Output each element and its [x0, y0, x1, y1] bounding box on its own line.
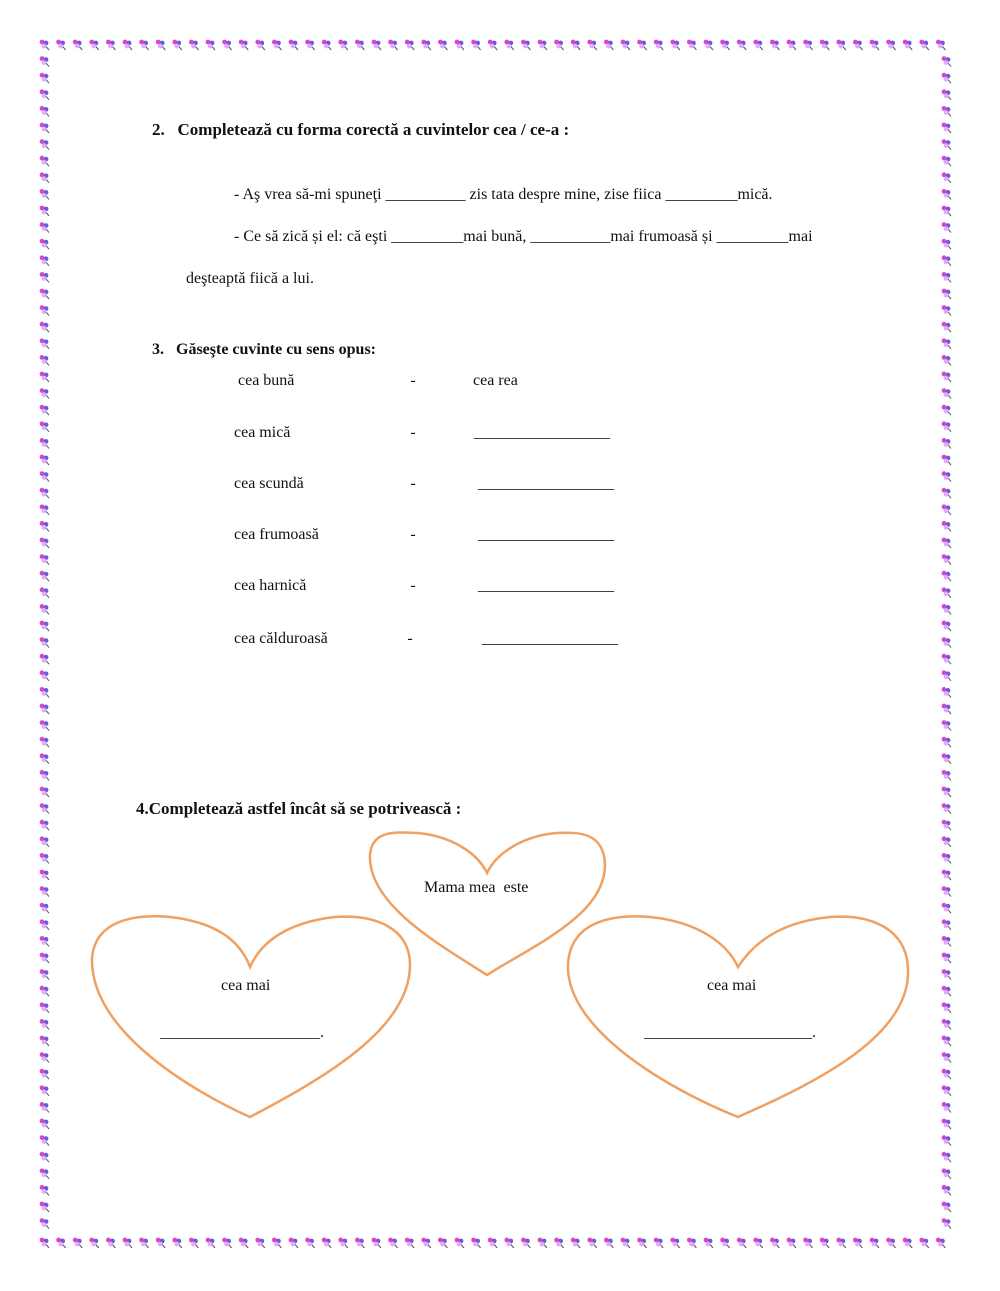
- border-flower-icon: [942, 538, 951, 548]
- border-flower-icon: [942, 1052, 951, 1062]
- border-flower-icon: [40, 1185, 49, 1195]
- border-flower-icon: [40, 1019, 49, 1029]
- border-flower-icon: [853, 40, 862, 50]
- border-flower-icon: [919, 1238, 928, 1248]
- border-flower-icon: [942, 255, 951, 265]
- border-flower-icon: [405, 1238, 414, 1248]
- opposite-dash: -: [410, 372, 416, 389]
- border-flower-icon: [40, 936, 49, 946]
- border-flower-icon: [803, 1238, 812, 1248]
- border-flower-icon: [942, 1168, 951, 1178]
- border-flower-icon: [687, 40, 696, 50]
- border-flower-icon: [942, 1152, 951, 1162]
- border-flower-icon: [886, 1238, 895, 1248]
- border-flower-icon: [239, 1238, 248, 1248]
- border-flower-icon: [942, 206, 951, 216]
- border-flower-icon: [189, 40, 198, 50]
- border-flower-icon: [720, 1238, 729, 1248]
- border-flower-icon: [942, 687, 951, 697]
- border-flower-icon: [40, 272, 49, 282]
- border-flower-icon: [40, 604, 49, 614]
- border-flower-icon: [488, 1238, 497, 1248]
- border-flower-icon: [40, 753, 49, 763]
- border-flower-icon: [455, 1238, 464, 1248]
- border-flower-icon: [123, 1238, 132, 1248]
- border-flower-icon: [40, 637, 49, 647]
- border-flower-icon: [222, 1238, 231, 1248]
- border-flower-icon: [942, 753, 951, 763]
- border-flower-icon: [372, 1238, 381, 1248]
- border-flower-icon: [942, 305, 951, 315]
- border-flower-icon: [504, 1238, 513, 1248]
- border-flower-icon: [604, 40, 613, 50]
- exercise-3-heading: 3. Găseşte cuvinte cu sens opus:: [152, 341, 377, 358]
- border-flower-icon: [521, 1238, 530, 1248]
- border-flower-icon: [942, 1036, 951, 1046]
- border-flower-icon: [942, 936, 951, 946]
- border-flower-icon: [40, 554, 49, 564]
- border-flower-icon: [405, 40, 414, 50]
- border-flower-icon: [942, 123, 951, 133]
- opposite-answer-blank[interactable]: _________________: [478, 526, 614, 543]
- border-flower-icon: [870, 1238, 879, 1248]
- border-flower-icon: [40, 1085, 49, 1095]
- border-flower-icon: [40, 654, 49, 664]
- border-flower-icon: [40, 1102, 49, 1112]
- border-flower-icon: [40, 787, 49, 797]
- border-flower-icon: [942, 388, 951, 398]
- border-flower-icon: [737, 1238, 746, 1248]
- border-flower-icon: [753, 1238, 762, 1248]
- opposite-dash: -: [410, 424, 416, 441]
- border-flower-icon: [753, 40, 762, 50]
- border-flower-icon: [40, 886, 49, 896]
- opposite-left-word: cea frumoasă: [234, 526, 319, 543]
- border-flower-icon: [40, 1168, 49, 1178]
- border-flower-icon: [89, 40, 98, 50]
- border-flower-icon: [40, 1036, 49, 1046]
- border-flower-icon: [554, 40, 563, 50]
- border-flower-icon: [571, 1238, 580, 1248]
- border-flower-icon: [123, 40, 132, 50]
- border-flower-icon: [942, 1085, 951, 1095]
- border-flower-icon: [554, 1238, 563, 1248]
- border-flower-icon: [40, 571, 49, 581]
- border-flower-icon: [604, 1238, 613, 1248]
- border-flower-icon: [870, 40, 879, 50]
- border-flower-icon: [40, 820, 49, 830]
- opposite-answer-blank[interactable]: _________________: [474, 424, 610, 441]
- border-flower-icon: [239, 40, 248, 50]
- border-flower-icon: [338, 40, 347, 50]
- border-flower-icon: [942, 222, 951, 232]
- border-flower-icon: [942, 953, 951, 963]
- border-flower-icon: [40, 156, 49, 166]
- border-flower-icon: [40, 521, 49, 531]
- border-flower-icon: [305, 1238, 314, 1248]
- border-flower-icon: [206, 40, 215, 50]
- border-flower-icon: [687, 1238, 696, 1248]
- border-flower-icon: [942, 903, 951, 913]
- border-flower-icon: [172, 1238, 181, 1248]
- left-heart-text: cea mai: [221, 977, 271, 994]
- opposite-left-word: cea călduroasă: [234, 630, 328, 647]
- border-flower-icon: [942, 637, 951, 647]
- border-flower-icon: [587, 1238, 596, 1248]
- border-flower-icon: [40, 388, 49, 398]
- border-flower-icon: [40, 1002, 49, 1012]
- opposite-dash: -: [410, 577, 416, 594]
- border-flower-icon: [40, 106, 49, 116]
- border-flower-icon: [189, 1238, 198, 1248]
- border-flower-icon: [40, 89, 49, 99]
- border-flower-icon: [40, 969, 49, 979]
- border-flower-icon: [942, 106, 951, 116]
- border-flower-icon: [903, 1238, 912, 1248]
- border-flower-icon: [942, 372, 951, 382]
- border-flower-icon: [289, 40, 298, 50]
- border-flower-icon: [156, 40, 165, 50]
- border-flower-icon: [621, 1238, 630, 1248]
- border-flower-icon: [322, 40, 331, 50]
- exercise-2-line-2: - Ce să zică și el: că eşti _________mai bună, __________mai frumoasă și _________mai: [234, 228, 813, 245]
- border-flower-icon: [942, 521, 951, 531]
- border-flower-icon: [40, 803, 49, 813]
- border-flower-icon: [40, 355, 49, 365]
- border-flower-icon: [106, 1238, 115, 1248]
- border-flower-icon: [942, 322, 951, 332]
- exercise-2-line-1: - Aş vrea să-mi spuneţi __________ zis tata despre mine, zise fiica _________mică.: [234, 186, 773, 203]
- border-flower-icon: [886, 40, 895, 50]
- border-flower-icon: [836, 1238, 845, 1248]
- border-flower-icon: [40, 770, 49, 780]
- border-flower-icon: [73, 40, 82, 50]
- border-flower-icon: [471, 1238, 480, 1248]
- border-flower-icon: [106, 40, 115, 50]
- border-flower-icon: [942, 438, 951, 448]
- border-flower-icon: [521, 40, 530, 50]
- border-flower-icon: [770, 40, 779, 50]
- border-flower-icon: [504, 40, 513, 50]
- border-flower-icon: [421, 1238, 430, 1248]
- border-flower-icon: [40, 73, 49, 83]
- border-flower-icon: [372, 40, 381, 50]
- border-flower-icon: [942, 355, 951, 365]
- opposite-left-word: cea mică: [234, 424, 291, 441]
- border-flower-icon: [139, 1238, 148, 1248]
- border-flower-icon: [942, 820, 951, 830]
- border-flower-icon: [637, 40, 646, 50]
- border-flower-icon: [942, 587, 951, 597]
- border-flower-icon: [942, 272, 951, 282]
- border-flower-icon: [936, 1238, 945, 1248]
- border-flower-icon: [322, 1238, 331, 1248]
- border-flower-icon: [942, 455, 951, 465]
- border-flower-icon: [936, 40, 945, 50]
- border-flower-icon: [942, 1185, 951, 1195]
- border-flower-icon: [40, 1218, 49, 1228]
- border-flower-icon: [272, 1238, 281, 1248]
- border-flower-icon: [942, 1102, 951, 1112]
- border-flower-icon: [40, 289, 49, 299]
- border-flower-icon: [40, 372, 49, 382]
- border-flower-icon: [942, 836, 951, 846]
- opposite-left-word: cea bună: [238, 372, 295, 389]
- border-flower-icon: [942, 289, 951, 299]
- border-flower-icon: [40, 1069, 49, 1079]
- border-flower-icon: [942, 704, 951, 714]
- border-flower-icon: [89, 1238, 98, 1248]
- left-heart-blank[interactable]: ____________________.: [160, 1024, 324, 1041]
- border-flower-icon: [942, 621, 951, 631]
- border-flower-icon: [942, 56, 951, 66]
- border-flower-icon: [670, 40, 679, 50]
- border-flower-icon: [942, 803, 951, 813]
- border-flower-icon: [942, 89, 951, 99]
- border-flower-icon: [40, 919, 49, 929]
- border-flower-icon: [538, 1238, 547, 1248]
- border-flower-icon: [820, 40, 829, 50]
- border-flower-icon: [56, 1238, 65, 1248]
- border-flower-icon: [942, 156, 951, 166]
- border-flower-icon: [704, 40, 713, 50]
- border-flower-icon: [942, 338, 951, 348]
- border-flower-icon: [272, 40, 281, 50]
- border-flower-icon: [421, 40, 430, 50]
- border-flower-icon: [637, 1238, 646, 1248]
- border-flower-icon: [942, 1135, 951, 1145]
- border-flower-icon: [942, 421, 951, 431]
- border-flower-icon: [40, 836, 49, 846]
- border-flower-icon: [40, 704, 49, 714]
- border-flower-icon: [40, 853, 49, 863]
- border-flower-icon: [40, 139, 49, 149]
- border-flower-icon: [720, 40, 729, 50]
- border-flower-icon: [40, 222, 49, 232]
- border-flower-icon: [40, 322, 49, 332]
- border-flower-icon: [455, 40, 464, 50]
- border-flower-icon: [942, 1069, 951, 1079]
- border-flower-icon: [388, 40, 397, 50]
- border-flower-icon: [305, 40, 314, 50]
- border-flower-icon: [40, 670, 49, 680]
- border-flower-icon: [942, 720, 951, 730]
- border-flower-icon: [40, 986, 49, 996]
- border-flower-icon: [942, 139, 951, 149]
- border-flower-icon: [355, 1238, 364, 1248]
- border-flower-icon: [40, 471, 49, 481]
- border-flower-icon: [471, 40, 480, 50]
- border-flower-icon: [40, 255, 49, 265]
- opposite-dash: -: [407, 630, 413, 647]
- border-flower-icon: [942, 1019, 951, 1029]
- border-flower-icon: [587, 40, 596, 50]
- border-flower-icon: [40, 903, 49, 913]
- border-flower-icon: [942, 1119, 951, 1129]
- border-flower-icon: [942, 571, 951, 581]
- border-flower-icon: [40, 421, 49, 431]
- border-flower-icon: [40, 438, 49, 448]
- opposite-dash: -: [410, 475, 416, 492]
- border-flower-icon: [172, 40, 181, 50]
- border-flower-icon: [787, 1238, 796, 1248]
- border-flower-icon: [40, 737, 49, 747]
- border-flower-icon: [942, 504, 951, 514]
- border-flower-icon: [40, 587, 49, 597]
- border-flower-icon: [40, 1152, 49, 1162]
- border-flower-icon: [654, 40, 663, 50]
- border-flower-icon: [942, 1218, 951, 1228]
- opposite-answer: cea rea: [473, 372, 518, 389]
- border-flower-icon: [40, 123, 49, 133]
- border-flower-icon: [40, 338, 49, 348]
- opposite-answer-blank[interactable]: _________________: [478, 577, 614, 594]
- border-flower-icon: [942, 554, 951, 564]
- exercise-2-line-3: deşteaptă fiică a lui.: [186, 270, 314, 287]
- border-flower-icon: [853, 1238, 862, 1248]
- border-flower-icon: [222, 40, 231, 50]
- border-flower-icon: [942, 870, 951, 880]
- border-flower-icon: [40, 1202, 49, 1212]
- border-flower-icon: [40, 953, 49, 963]
- border-flower-icon: [438, 1238, 447, 1248]
- border-flower-icon: [255, 1238, 264, 1248]
- border-flower-icon: [803, 40, 812, 50]
- border-flower-icon: [40, 189, 49, 199]
- border-flower-icon: [942, 787, 951, 797]
- border-flower-icon: [40, 455, 49, 465]
- border-flower-icon: [942, 1202, 951, 1212]
- border-flower-icon: [787, 40, 796, 50]
- opposite-left-word: cea scundă: [234, 475, 304, 492]
- border-flower-icon: [40, 1238, 49, 1248]
- border-flower-icon: [40, 538, 49, 548]
- border-flower-icon: [56, 40, 65, 50]
- border-flower-icon: [40, 870, 49, 880]
- border-flower-icon: [40, 56, 49, 66]
- border-flower-icon: [919, 40, 928, 50]
- border-flower-icon: [40, 1052, 49, 1062]
- border-flower-icon: [73, 1238, 82, 1248]
- opposite-left-word: cea harnică: [234, 577, 307, 594]
- exercise-2-heading: 2. Completează cu forma corectă a cuvintelor cea / ce-a :: [152, 120, 570, 139]
- border-flower-icon: [942, 239, 951, 249]
- border-flower-icon: [942, 1002, 951, 1012]
- right-heart-text: cea mai: [707, 977, 757, 994]
- border-flower-icon: [820, 1238, 829, 1248]
- border-flower-icon: [836, 40, 845, 50]
- opposite-answer-blank[interactable]: _________________: [482, 630, 618, 647]
- border-flower-icon: [206, 1238, 215, 1248]
- border-flower-icon: [942, 853, 951, 863]
- border-flower-icon: [40, 405, 49, 415]
- border-flower-icon: [338, 1238, 347, 1248]
- border-flower-icon: [704, 1238, 713, 1248]
- border-flower-icon: [942, 488, 951, 498]
- border-flower-icon: [139, 40, 148, 50]
- border-flower-icon: [903, 40, 912, 50]
- border-flower-icon: [40, 488, 49, 498]
- opposite-answer-blank[interactable]: _________________: [478, 475, 614, 492]
- border-flower-icon: [388, 1238, 397, 1248]
- border-flower-icon: [40, 305, 49, 315]
- border-flower-icon: [942, 405, 951, 415]
- border-flower-icon: [40, 206, 49, 216]
- border-flower-icon: [40, 720, 49, 730]
- border-flower-icon: [40, 40, 49, 50]
- border-flower-icon: [40, 1119, 49, 1129]
- border-flower-icon: [770, 1238, 779, 1248]
- border-flower-icon: [942, 986, 951, 996]
- border-flower-icon: [942, 73, 951, 83]
- border-flower-icon: [40, 621, 49, 631]
- top-heart-text: Mama mea este: [424, 879, 529, 896]
- border-flower-icon: [942, 770, 951, 780]
- exercise-4-heading: 4.Completează astfel încât să se potrivească :: [136, 799, 462, 818]
- border-flower-icon: [438, 40, 447, 50]
- border-flower-icon: [40, 239, 49, 249]
- border-flower-icon: [942, 919, 951, 929]
- border-flower-icon: [40, 172, 49, 182]
- border-flower-icon: [942, 172, 951, 182]
- border-flower-icon: [571, 40, 580, 50]
- border-flower-icon: [355, 40, 364, 50]
- border-flower-icon: [942, 886, 951, 896]
- border-flower-icon: [942, 670, 951, 680]
- border-flower-icon: [40, 1135, 49, 1145]
- border-flower-icon: [156, 1238, 165, 1248]
- border-flower-icon: [40, 504, 49, 514]
- border-flower-icon: [942, 654, 951, 664]
- right-heart-blank[interactable]: _____________________.: [644, 1024, 816, 1041]
- border-flower-icon: [942, 969, 951, 979]
- border-flower-icon: [538, 40, 547, 50]
- border-flower-icon: [670, 1238, 679, 1248]
- border-flower-icon: [654, 1238, 663, 1248]
- border-flower-icon: [942, 604, 951, 614]
- border-flower-icon: [40, 687, 49, 697]
- border-flower-icon: [942, 737, 951, 747]
- border-flower-icon: [942, 471, 951, 481]
- border-flower-icon: [255, 40, 264, 50]
- border-flower-icon: [942, 189, 951, 199]
- border-flower-icon: [289, 1238, 298, 1248]
- border-flower-icon: [488, 40, 497, 50]
- border-flower-icon: [621, 40, 630, 50]
- opposite-dash: -: [410, 526, 416, 543]
- border-flower-icon: [737, 40, 746, 50]
